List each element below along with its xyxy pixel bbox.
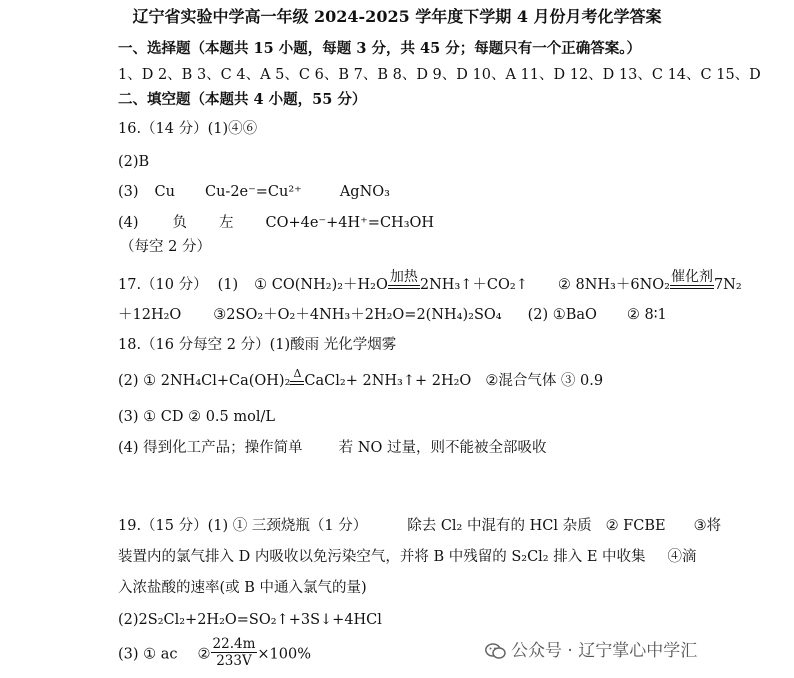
- q19-1c: ② FCBE: [605, 518, 666, 534]
- q17-part2-a: (2) ①BaO: [527, 307, 597, 323]
- q17-eq1-right: 2NH₃↑＋CO₂↑: [419, 277, 528, 293]
- q19-1a: 19.（15 分）(1) ① 三颈烧瓶（1 分）: [118, 518, 368, 534]
- q18-4-answer-a: (4) 得到化工产品；操作简单: [118, 440, 303, 456]
- q17-eq2-condition: 催化剂: [670, 269, 713, 285]
- q19-line2: [118, 548, 697, 566]
- q17-eq2-condition-arrow: [670, 271, 714, 289]
- q17-line2: [118, 306, 667, 324]
- q19-2: 装置内的氯气排入 D 内吸收以免污染空气，并将 B 中残留的 S₂Cl₂ 排入 E 中收集: [118, 549, 646, 565]
- q19-5a: (3) ① ac: [118, 646, 178, 663]
- q19-line1: [118, 517, 721, 535]
- q16-line2: (2)B: [118, 154, 150, 170]
- q16-3-label: (3): [118, 184, 139, 200]
- q17-eq1-condition-arrow: [388, 271, 420, 289]
- q19-5c: ×100%: [257, 646, 312, 663]
- q16-score-note: （每空 2 分）: [120, 239, 211, 255]
- q17-part1-label: (1): [217, 277, 239, 293]
- q19-2b: ④滴: [667, 549, 697, 565]
- q16-4-pole: 负: [172, 215, 188, 231]
- q18-eq-tail: ②混合气体 ③ 0.9: [485, 373, 604, 389]
- q18-line3: (3) ① CD ② 0.5 mol/L: [118, 409, 275, 425]
- watermark-text: 公众号 · 辽宁掌心中学汇: [511, 641, 698, 661]
- q19-fraction: [211, 636, 258, 669]
- choice-answers: 1、D 2、B 3、C 4、A 5、C 6、B 7、B 8、D 9、D 10、A 11、D 12、D 13、C 14、C 15、D: [118, 67, 761, 83]
- page-title: 辽宁省实验中学高一年级 2024-2025 学年度下学期 4 月份月考化学答案: [132, 7, 662, 26]
- q16-3-anode: Cu: [154, 184, 175, 200]
- q16-line4: [118, 214, 434, 232]
- q18-line1: 18.（16 分每空 2 分）(1)酸雨 光化学烟雾: [118, 337, 397, 353]
- q19-5b: ②: [197, 646, 211, 663]
- section1-heading: 一、选择题（本题共 15 小题，每题 3 分，共 45 分；每题只有一个正确答案。）: [118, 40, 641, 57]
- q16-line1: 16.（14 分）(1)④⑥: [118, 121, 258, 137]
- q18-4-answer-b: 若 NO 过量，则不能被全部吸收: [338, 440, 547, 456]
- q18-eq-right: CaCl₂+ 2NH₃↑+ 2H₂O: [304, 373, 472, 389]
- q17-eq2-tail: ＋12H₂O: [118, 307, 182, 323]
- q19-fraction-numerator: 22.4m: [212, 636, 256, 652]
- q16-line3: [118, 183, 390, 201]
- watermark: [485, 636, 697, 661]
- q17-prefix: 17.（10 分）: [118, 277, 208, 293]
- q17-eq2-left: ② 8NH₃＋6NO₂: [557, 277, 670, 293]
- q19-1b: 除去 Cl₂ 中混有的 HCl 杂质: [407, 518, 592, 534]
- q17-part2-b: ② 8∶1: [626, 307, 667, 323]
- section2-heading: 二、填空题（本题共 4 小题，55 分）: [118, 91, 367, 108]
- q19-fraction-denominator: 233V: [216, 653, 252, 669]
- q16-4-direction: 左: [219, 215, 234, 231]
- q18-line2: [118, 367, 604, 393]
- q17-eq2-right: 7N₂: [713, 277, 742, 293]
- q17-line1: [118, 269, 742, 297]
- q16-4-label: (4): [118, 215, 139, 231]
- q18-eq-condition: Δ: [293, 367, 302, 380]
- q19-1d: ③将: [693, 518, 722, 534]
- q18-eq-condition-arrow: [290, 367, 304, 385]
- q16-4-electrode-eq: CO+4e⁻+4H⁺=CH₃OH: [265, 215, 435, 231]
- wechat-icon: [485, 643, 507, 659]
- q17-eq3: ③2SO₂＋O₂＋4NH₃＋2H₂O=2(NH₄)₂SO₄: [213, 307, 502, 323]
- q18-eq-left: (2) ① 2NH₄Cl+Ca(OH)₂: [118, 373, 291, 389]
- q19-line4: (2)2S₂Cl₂+2H₂O=SO₂↑+3S↓+4HCl: [118, 612, 382, 628]
- q17-eq1-condition: 加热: [389, 269, 418, 285]
- q17-eq1-left: ① CO(NH₂)₂＋H₂O: [254, 277, 388, 293]
- q18-line4: [118, 439, 546, 457]
- q16-3-electrode-eq: Cu-2e⁻=Cu²⁺: [204, 184, 302, 200]
- q16-3-electrolyte: AgNO₃: [339, 184, 390, 200]
- q19-line3: 入浓盐酸的速率(或 B 中通入氯气的量): [118, 580, 367, 596]
- q19-line5: [118, 638, 311, 671]
